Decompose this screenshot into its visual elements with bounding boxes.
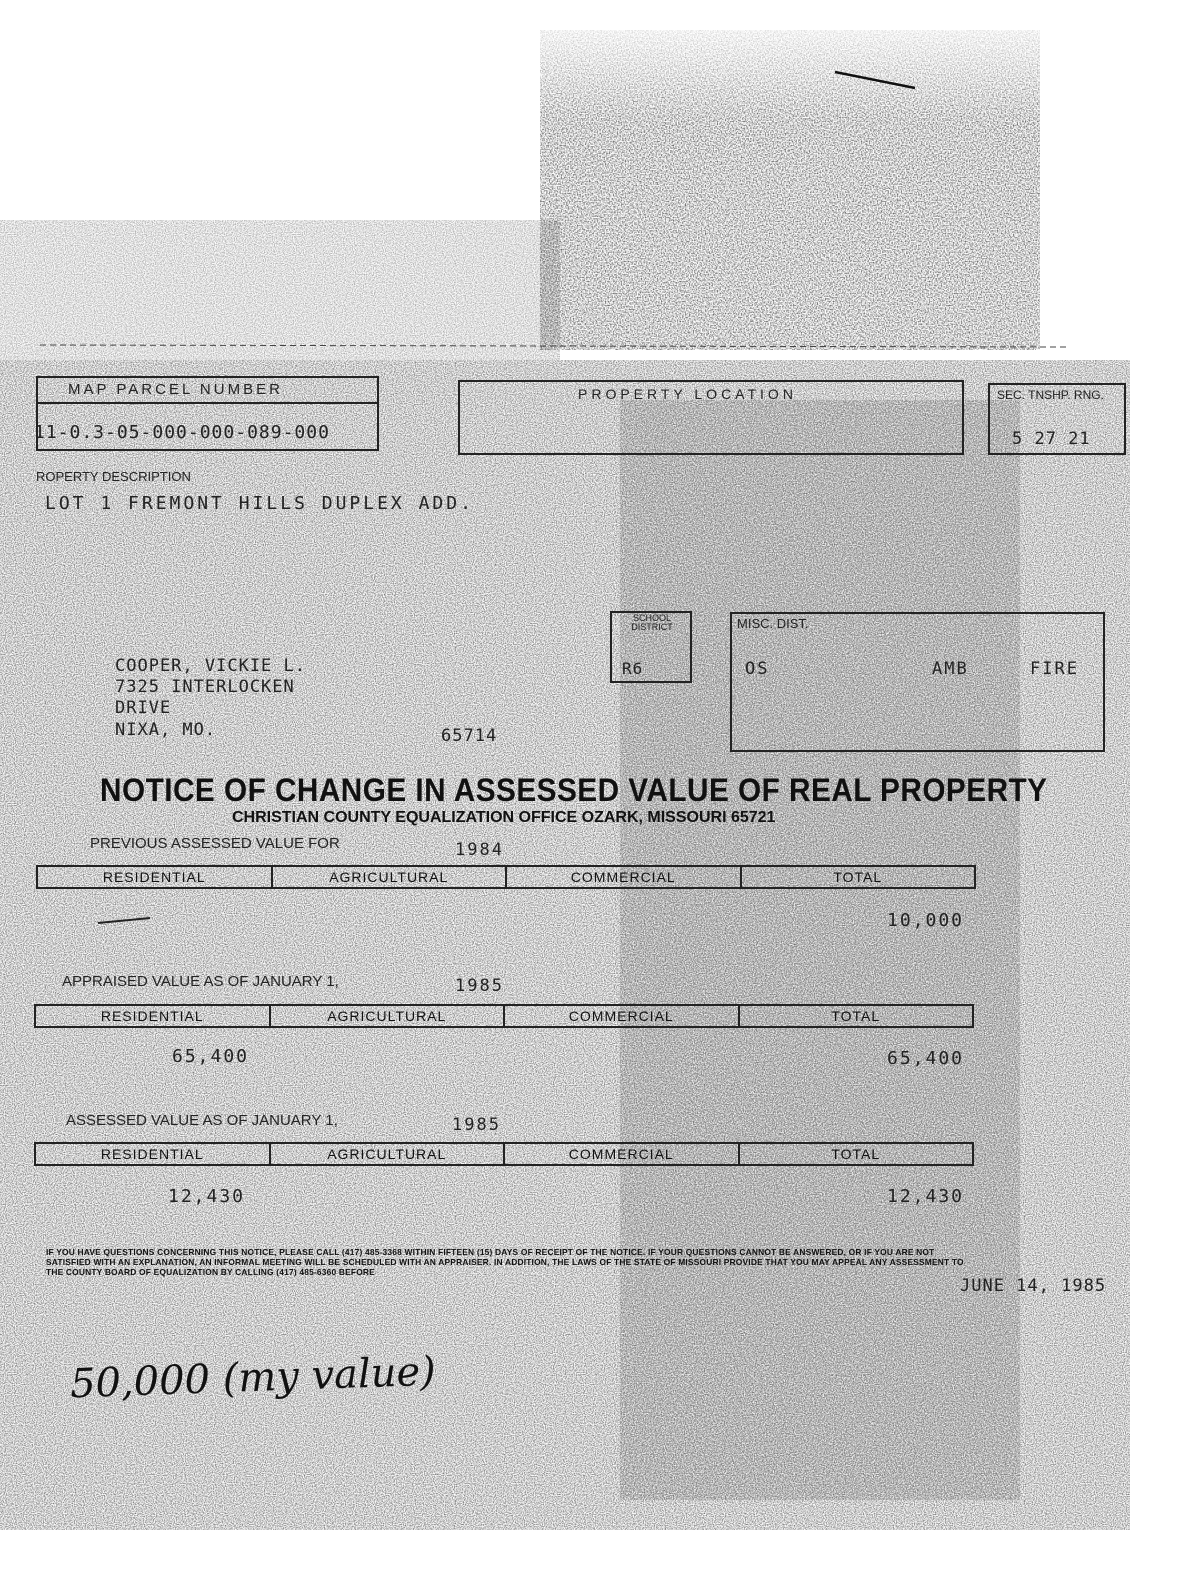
property-location-label: PROPERTY LOCATION	[578, 386, 797, 402]
column-agricultural: AGRICULTURAL	[271, 1144, 506, 1164]
column-residential: RESIDENTIAL	[38, 867, 273, 887]
column-commercial: COMMERCIAL	[505, 1144, 740, 1164]
column-residential: RESIDENTIAL	[36, 1144, 271, 1164]
column-commercial: COMMERCIAL	[505, 1006, 740, 1026]
misc-district-os: OS	[745, 659, 770, 679]
appraised-value-label: APPRAISED VALUE AS OF JANUARY 1,	[62, 973, 339, 990]
column-total: TOTAL	[831, 1008, 881, 1024]
school-district-label: SCHOOL DISTRICT	[631, 613, 673, 632]
notice-title: NOTICE OF CHANGE IN ASSESSED VALUE OF REAL PROPERTY	[100, 772, 1048, 808]
misc-district-fire: FIRE	[1030, 659, 1079, 679]
misc-district-amb: AMB	[932, 659, 969, 679]
column-agricultural: AGRICULTURAL	[271, 1006, 506, 1026]
map-parcel-header-divider	[36, 402, 379, 404]
notice-subtitle: CHRISTIAN COUNTY EQUALIZATION OFFICE OZARK, MISSOURI 65721	[232, 809, 776, 826]
column-residential: RESIDENTIAL	[36, 1006, 271, 1026]
column-agricultural: AGRICULTURAL	[273, 867, 508, 887]
owner-zip: 65714	[441, 726, 498, 746]
column-commercial: COMMERCIAL	[507, 867, 742, 887]
appeal-deadline: JUNE 14, 1985	[960, 1276, 1107, 1296]
previous-total-value: 10,000	[887, 910, 965, 931]
sec-tnshp-rng-value: 5 27 21	[1012, 429, 1091, 449]
map-parcel-number: 11-0.3-05-000-000-089-000	[34, 422, 330, 443]
property-description-value: LOT 1 FREMONT HILLS DUPLEX ADD.	[45, 493, 474, 514]
owner-name: COOPER, VICKIE L.	[115, 656, 306, 676]
misc-district-box	[730, 612, 1105, 752]
school-district-value: R6	[622, 659, 644, 678]
misc-district-label: MISC. DIST.	[737, 616, 809, 631]
handwritten-note: 50,000 (my value)	[69, 1348, 437, 1408]
notice-fine-print: IF YOU HAVE QUESTIONS CONCERNING THIS NOTICE, PLEASE CALL (417) 485-3368 WITHIN FIFTEEN (15) DAYS OF RECEIPT OF THE NOTICE. IF YOUR QUESTIONS CANNOT BE ANSWERED, OR IF YOU ARE NOT SATISFIED WITH AN EXPLANATION, AN INFORMAL MEETING WILL BE SCHEDULED WITH AN APPRAISER. IN ADDITION, THE LAWS OF THE STATE OF MISSOURI PROVIDE THAT YOU MAY APPEAL ANY ASSESSMENT TO THE COUNTY BOARD OF EQUALIZATION BY CALLING (417) 485-6360 BEFORE	[46, 1247, 964, 1277]
previous-assessed-year: 1984	[455, 840, 504, 860]
appraised-total-value: 65,400	[887, 1048, 965, 1069]
assessed-columns-header	[34, 1142, 974, 1166]
assessed-value-year: 1985	[452, 1115, 501, 1135]
assessed-residential-value: 12,430	[168, 1186, 246, 1207]
appraised-residential-value: 65,400	[172, 1046, 250, 1067]
map-parcel-label: MAP PARCEL NUMBER	[68, 381, 283, 398]
appraised-columns-header	[34, 1004, 974, 1028]
column-total: TOTAL	[833, 869, 883, 885]
assessed-total-value: 12,430	[887, 1186, 965, 1207]
sec-tnshp-rng-label: SEC. TNSHP. RNG.	[997, 388, 1104, 402]
owner-address-line1: 7325 INTERLOCKEN	[115, 677, 295, 697]
previous-columns-header	[36, 865, 976, 889]
property-description-label: ROPERTY DESCRIPTION	[36, 469, 191, 484]
previous-assessed-label: PREVIOUS ASSESSED VALUE FOR	[90, 835, 340, 852]
assessed-value-label: ASSESSED VALUE AS OF JANUARY 1,	[66, 1112, 338, 1129]
column-total: TOTAL	[831, 1146, 881, 1162]
appraised-value-year: 1985	[455, 976, 504, 996]
owner-address-line2: DRIVE	[115, 698, 172, 718]
owner-city: NIXA, MO.	[115, 720, 217, 740]
